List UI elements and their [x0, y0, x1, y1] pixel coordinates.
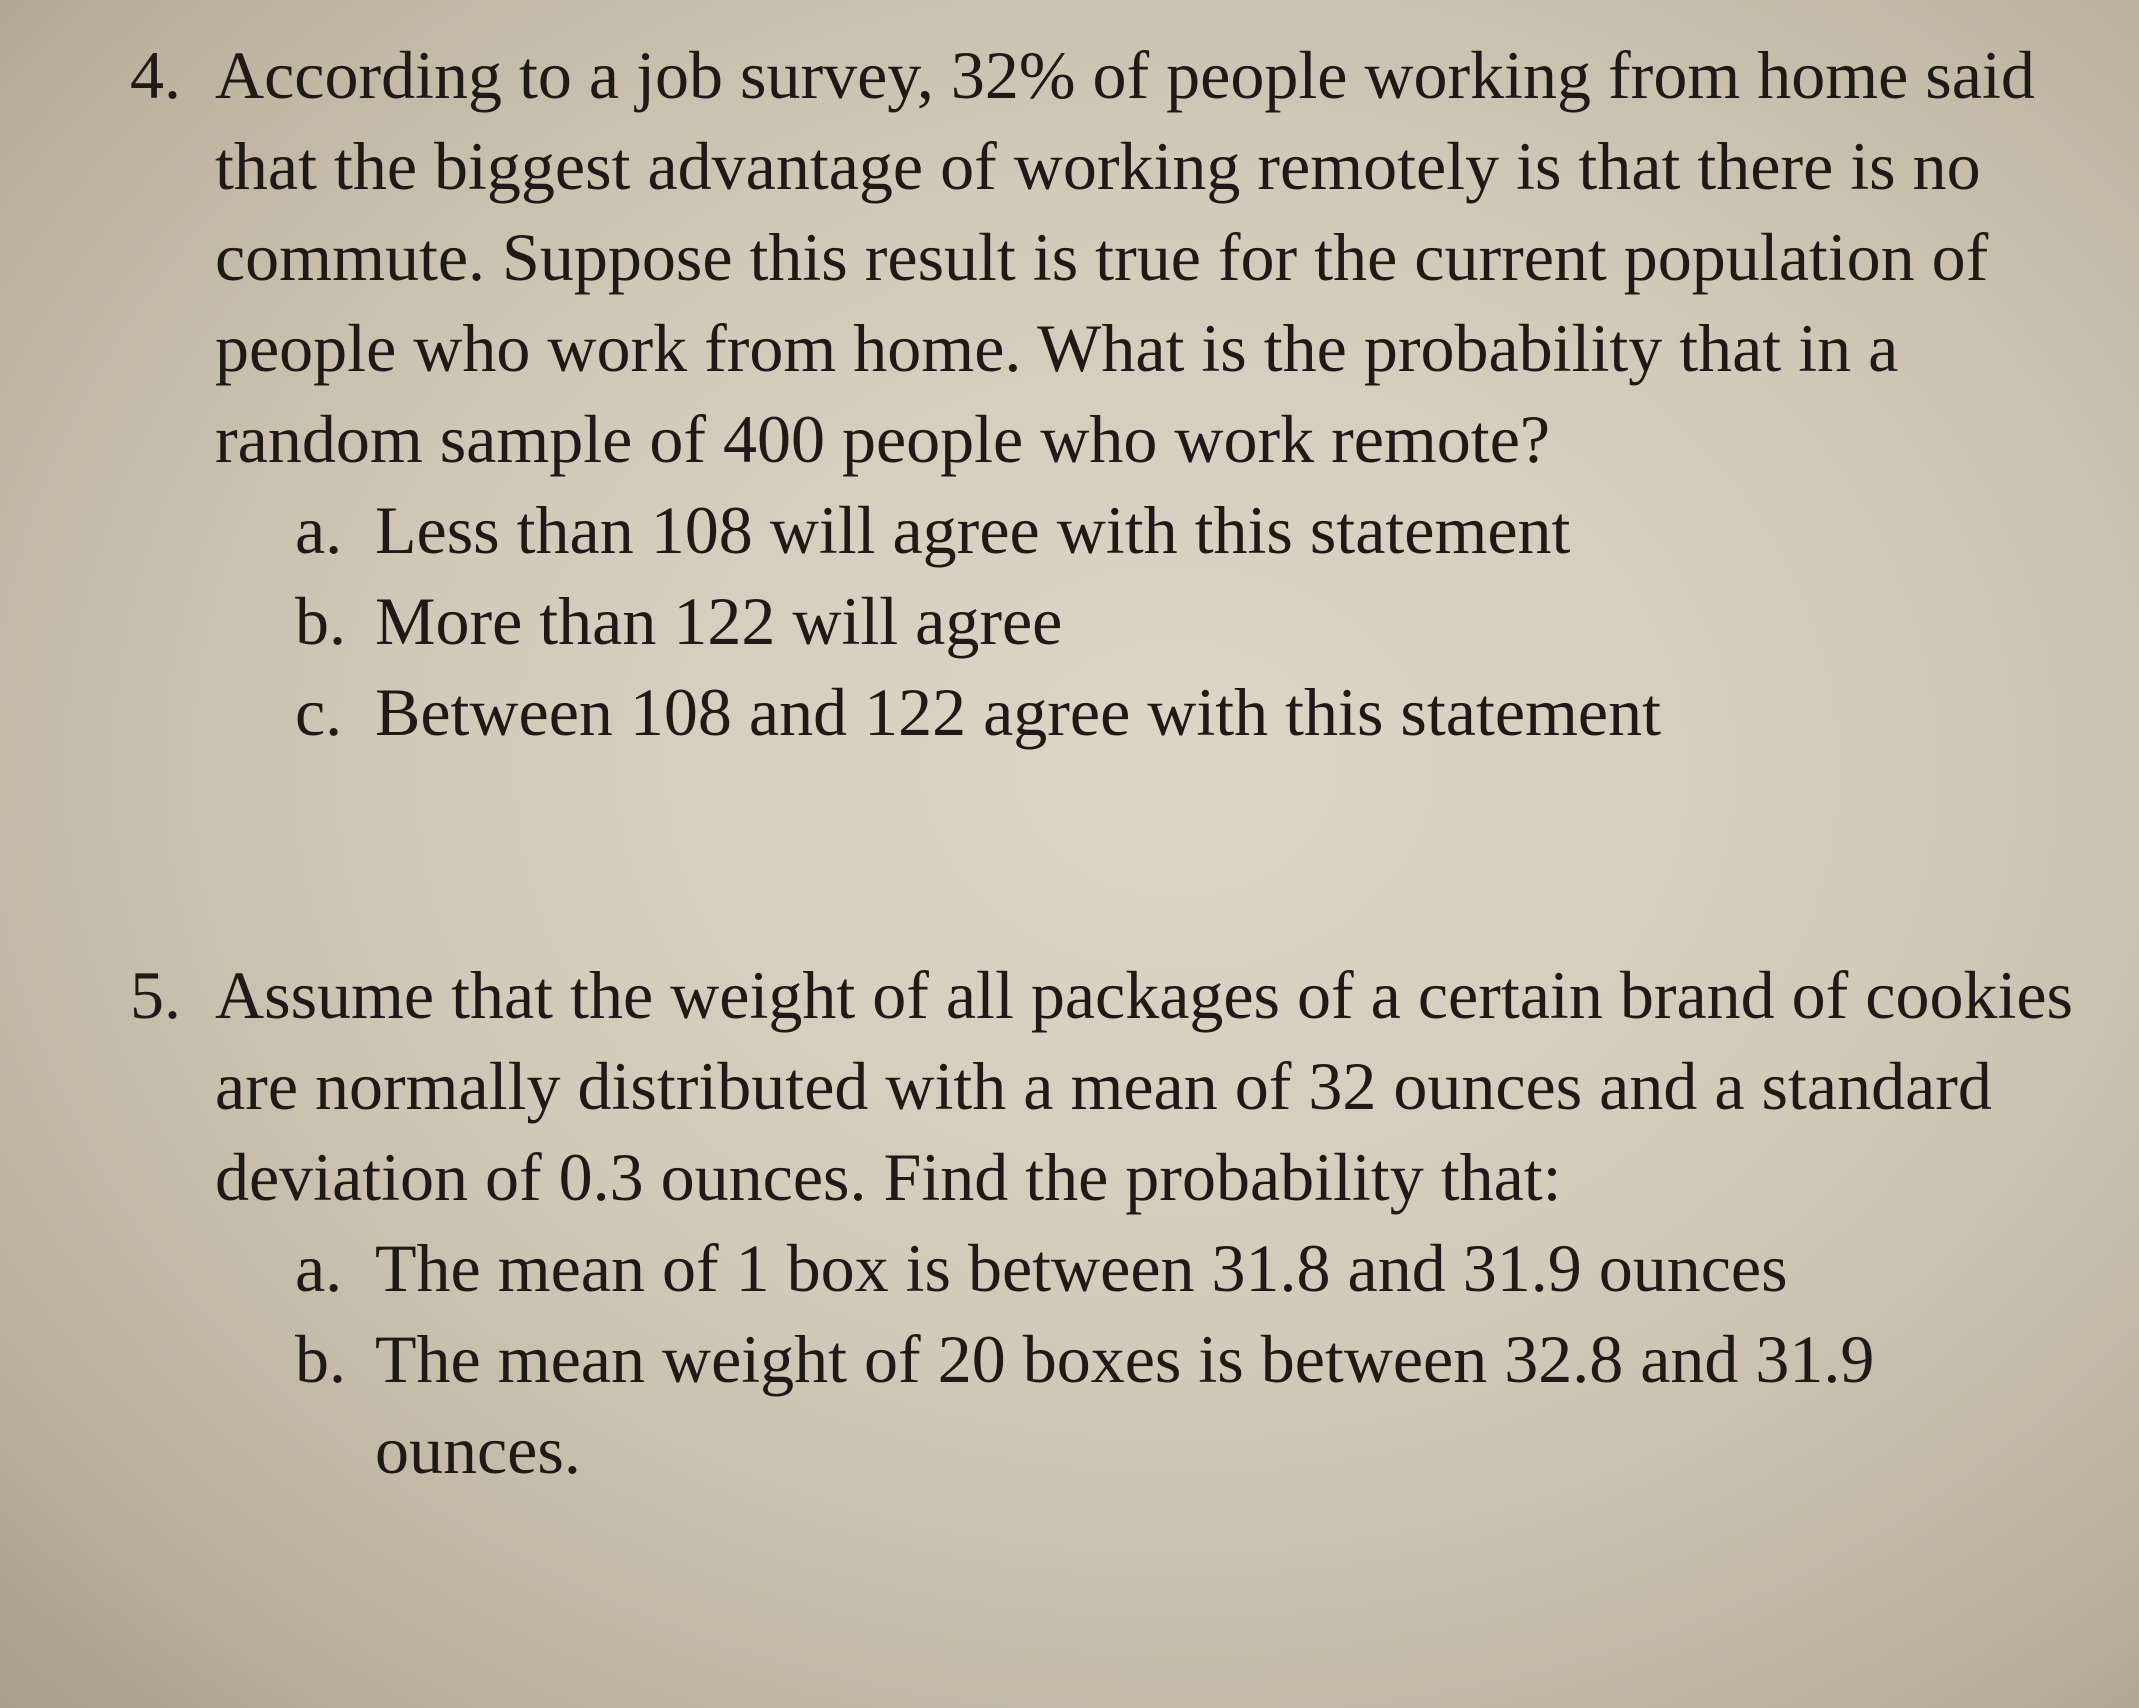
problem-number: 4. — [130, 37, 181, 113]
problem-stem — [130, 30, 2090, 485]
sub-question-a — [295, 1223, 2075, 1314]
sub-question-b — [295, 576, 2075, 667]
sub-question-c — [295, 667, 2075, 758]
sub-question-text: Between 108 and 122 agree with this statement — [375, 674, 1661, 750]
problem-5 — [130, 950, 2090, 1496]
problem-4 — [130, 30, 2090, 758]
sub-question-list — [130, 1223, 2090, 1496]
sub-question-letter: b. — [295, 583, 346, 659]
sub-question-letter: a. — [295, 492, 343, 568]
problem-text: According to a job survey, 32% of people working from home said that the biggest advantage of working remotely is that there is no commute. Suppose this result is true for the current population of people who work from home. What is the probability that in a random sample of 400 people who work remote? — [215, 37, 2035, 477]
sub-question-a — [295, 485, 2075, 576]
sub-question-letter: a. — [295, 1230, 343, 1306]
sub-question-text: The mean of 1 box is between 31.8 and 31.9 ounces — [375, 1230, 1788, 1306]
problem-number: 5. — [130, 957, 181, 1033]
problem-text: Assume that the weight of all packages of a certain brand of cookies are normally distributed with a mean of 32 ounces and a standard deviation of 0.3 ounces. Find the probability that: — [215, 957, 2074, 1215]
sub-question-b — [295, 1314, 2075, 1496]
sub-question-text: More than 122 will agree — [375, 583, 1063, 659]
sub-question-text: Less than 108 will agree with this statement — [375, 492, 1571, 568]
sub-question-letter: b. — [295, 1321, 346, 1397]
sub-question-list — [130, 485, 2090, 758]
sub-question-letter: c. — [295, 674, 343, 750]
sub-question-text: The mean weight of 20 boxes is between 32.8 and 31.9 ounces. — [375, 1321, 1875, 1488]
problem-stem — [130, 950, 2090, 1223]
